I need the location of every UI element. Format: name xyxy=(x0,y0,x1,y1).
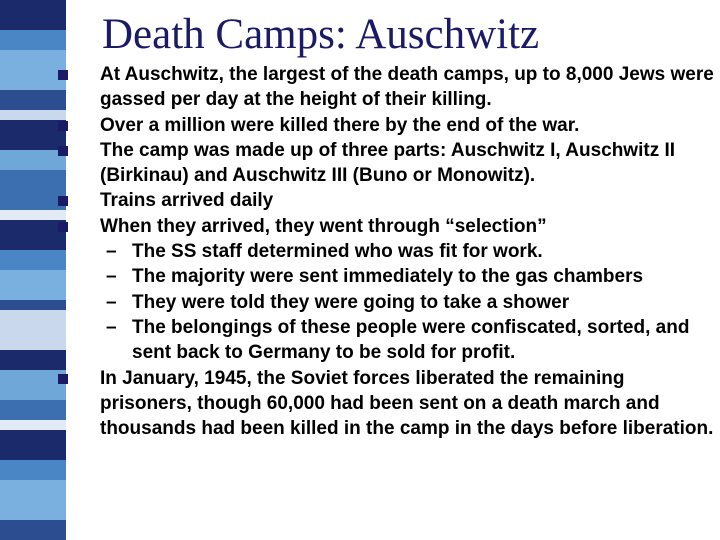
stripe-block xyxy=(0,220,66,250)
sub-bullet-text: They were told they were going to take a shower xyxy=(132,291,570,313)
decorative-stripe xyxy=(0,0,66,540)
square-bullet-icon xyxy=(58,146,68,156)
stripe-block xyxy=(0,430,66,460)
sub-bullet-text: The SS staff determined who was fit for work. xyxy=(132,241,543,263)
square-bullet-icon xyxy=(58,222,68,232)
sub-bullet-item xyxy=(58,264,718,289)
bullet-text: Trains arrived daily xyxy=(100,190,274,212)
stripe-block xyxy=(0,30,66,50)
bullet-text: Over a million were killed there by the end of the war. xyxy=(100,114,580,136)
bullet-item xyxy=(58,113,718,138)
sub-bullet-text: The belongings of these people were confiscated, sorted, and sent back to Germany to be sold for profit. xyxy=(132,316,690,364)
dash-marker: – xyxy=(106,291,117,313)
bullet-item xyxy=(58,138,718,189)
square-bullet-icon xyxy=(58,374,68,384)
dash-marker: – xyxy=(106,266,117,288)
stripe-block xyxy=(0,370,66,400)
bullet-text: At Auschwitz, the largest of the death camps, up to 8,000 Jews were gassed per day at the height of their killing. xyxy=(100,64,714,111)
stripe-block xyxy=(0,400,66,420)
stripe-block xyxy=(0,120,66,150)
bullet-text: In January, 1945, the Soviet forces liberated the remaining prisoners, though 60,000 had been sent on a death march and thousands had been killed in the camp in the days before liberation. xyxy=(100,367,714,440)
stripe-block xyxy=(0,150,66,170)
slide-body xyxy=(58,62,718,441)
stripe-block xyxy=(0,270,66,300)
square-bullet-icon xyxy=(58,121,68,131)
bullet-text: The camp was made up of three parts: Auschwitz I, Auschwitz II (Birkinau) and Auschwitz III (Buno or Monowitz). xyxy=(100,139,676,187)
stripe-block xyxy=(0,520,66,540)
stripe-block xyxy=(0,350,66,370)
dash-marker: – xyxy=(106,316,117,338)
bullet-item xyxy=(58,188,718,213)
stripe-block xyxy=(0,480,66,520)
stripe-block xyxy=(0,210,66,220)
stripe-block xyxy=(0,90,66,110)
bullet-item xyxy=(58,214,718,239)
bullet-item xyxy=(58,366,718,442)
sub-bullet-item xyxy=(58,315,718,366)
bullet-item xyxy=(58,62,718,113)
stripe-block xyxy=(0,170,66,210)
dash-marker: – xyxy=(106,241,117,263)
slide-title: Death Camps: Auschwitz xyxy=(102,11,540,58)
sub-bullet-text: The majority were sent immediately to the gas chambers xyxy=(132,266,644,288)
stripe-block xyxy=(0,310,66,350)
sub-bullet-item xyxy=(58,290,718,315)
bullet-text: When they arrived, they went through “selection” xyxy=(100,215,547,237)
square-bullet-icon xyxy=(58,196,68,206)
stripe-block xyxy=(0,110,66,120)
stripe-block xyxy=(0,460,66,480)
square-bullet-icon xyxy=(58,70,68,80)
stripe-block xyxy=(0,420,66,430)
stripe-block xyxy=(0,300,66,310)
stripe-block xyxy=(0,250,66,270)
stripe-block xyxy=(0,50,66,90)
sub-bullet-item xyxy=(58,239,718,264)
stripe-block xyxy=(0,0,66,30)
